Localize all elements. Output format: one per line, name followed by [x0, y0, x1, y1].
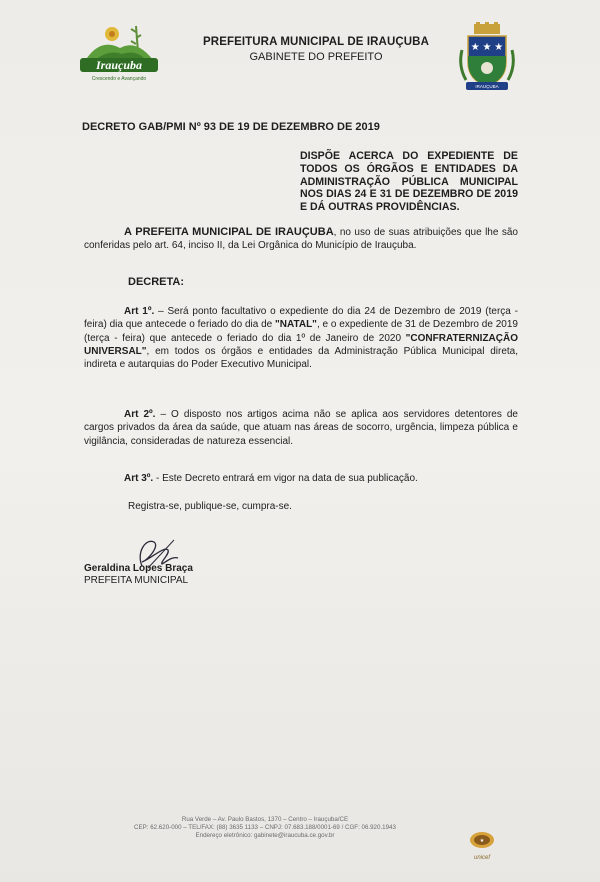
svg-text:IRAUÇUBA: IRAUÇUBA — [475, 84, 499, 89]
article-3-label: Art 3º. — [124, 473, 154, 484]
preamble-paragraph — [84, 226, 518, 253]
footer-line-address: Rua Verde – Av. Paulo Bastos, 1370 – Centro – Irauçuba/CE — [181, 816, 349, 823]
decree-number: DECRETO GAB/PMI Nº 93 DE 19 DE DEZEMBRO DE 2019 — [82, 121, 380, 133]
coat-of-arms — [456, 22, 518, 94]
decree-summary: DISPÕE ACERCA DO EXPEDIENTE DE TODOS OS ÓRGÃOS E ENTIDADES DA ADMINISTRAÇÃO PÚBLICA MUNICIPAL NOS DIAS 24 E 31 DE DEZEMBRO DE 2019 E DÁ OUTRAS PROVIDÊNCIAS. — [300, 150, 518, 214]
svg-text:Irauçuba: Irauçuba — [95, 58, 143, 72]
unicef-label: unicef — [473, 855, 490, 861]
preamble-text: , no uso de suas atribuições que lhe são conferidas pelo art. 64, inciso II, da Lei Orgânica do Município de Irauçuba. — [84, 227, 518, 252]
signer-block — [84, 563, 193, 586]
preamble-authority: A PREFEITA MUNICIPAL DE IRAUÇUBA — [124, 226, 334, 238]
letterhead — [200, 36, 432, 63]
article-1-confraternizacao: "CONFRATERNIZAÇÃO UNIVERSAL" — [84, 332, 518, 357]
article-1-text-c: , em todos os órgãos e entidades da Administração Pública Municipal direta, indireta e autarquias do Poder Executivo Municipal. — [84, 345, 518, 371]
article-1-natal: "NATAL" — [275, 319, 317, 331]
article-1-text-a: – Será ponto facultativo o expediente do dia 24 de Dezembro de 2019 (terça - feira) dia que antecede o feriado do dia de — [84, 306, 518, 331]
article-3 — [84, 472, 518, 485]
letterhead-subtitle: GABINETE DO PREFEITO — [249, 51, 383, 63]
decreta-heading: DECRETA: — [128, 276, 185, 288]
signer-role: PREFEITA MUNICIPAL — [84, 575, 189, 586]
municipal-logo — [78, 22, 160, 84]
letterhead-title: PREFEITURA MUNICIPAL DE IRAUÇUBA — [203, 36, 429, 48]
footer-address — [80, 816, 450, 841]
article-3-text: - Este Decreto entrará em vigor na data de sua publicação. — [153, 473, 418, 484]
footer-line-email: Endereço eletrônico: gabinete@iraucuba.ce.gov.br — [195, 832, 335, 840]
article-1-text-b: , e o expediente de 31 de Dezembro de 2019 (terça - feira) que antecede o feriado do dia 1º de Janeiro de 2020 — [84, 319, 518, 344]
svg-text:Crescendo e Avançando: Crescendo e Avançando — [91, 76, 147, 82]
signer-name: Geraldina Lopes Braça — [84, 563, 193, 574]
article-1-label: Art 1º. — [124, 306, 155, 317]
closing-formula: Registra-se, publique-se, cumpra-se. — [128, 501, 292, 512]
article-2-label: Art 2º. — [124, 409, 156, 420]
article-2 — [84, 408, 518, 448]
svg-text:★ ★ ★: ★ ★ ★ — [470, 42, 504, 53]
article-1 — [84, 305, 518, 371]
footer-line-contacts: CEP: 62.620-000 – TEL/FAX: (88) 3635 1133 – CNPJ: 07.683.188/0001-69 / CGF: 06.920.1943 — [134, 824, 396, 832]
article-2-text: – O disposto nos artigos acima não se aplica aos servidores detentores de cargos privados da área da saúde, que atuam nas áreas de socorro, urgência, limpeza pública e vigilância, consideradas de natureza essencial. — [84, 409, 518, 447]
svg-text:★: ★ — [479, 838, 485, 844]
